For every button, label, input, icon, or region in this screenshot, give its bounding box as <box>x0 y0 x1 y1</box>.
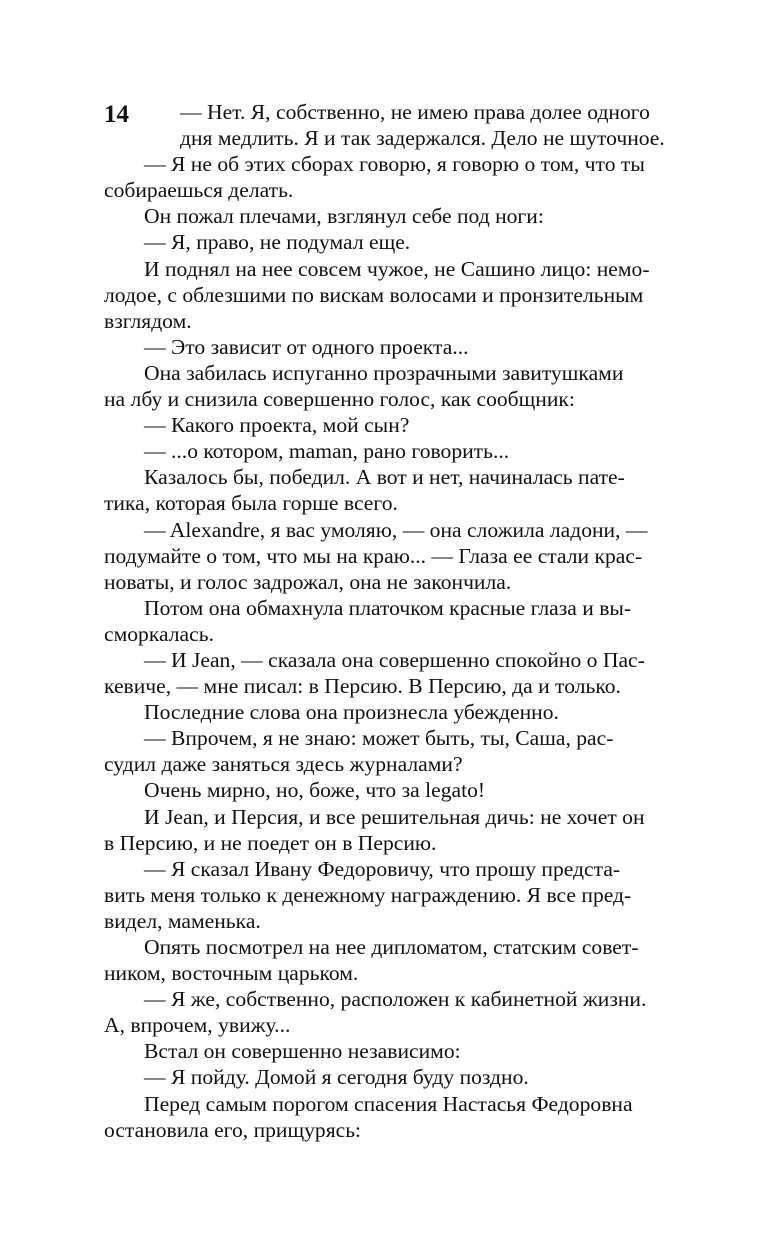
text-line: собираешься делать. <box>104 178 294 203</box>
text-line: лодое, с облезшими по вискам волосами и пронзительным <box>104 282 644 307</box>
text-line: — ...о котором, maman, рано говорить... <box>144 439 510 464</box>
text-line: — Я пойду. Домой я сегодня буду поздно. <box>144 1065 529 1090</box>
text-line: — Я сказал Ивану Федоровичу, что прошу предста- <box>144 856 621 881</box>
text-line: новаты, и голос задрожал, она не закончила. <box>104 569 512 594</box>
text-line: — Я не об этих сборах говорю, я говорю о том, что ты <box>144 152 645 177</box>
text-line: ником, восточным царьком. <box>104 961 359 986</box>
text-line: Опять посмотрел на нее дипломатом, статским совет- <box>144 935 639 959</box>
page-number: 14 <box>104 101 129 128</box>
text-line: И поднял на нее совсем чужое, не Сашино лицо: немо- <box>144 256 650 281</box>
text-line: Последние слова она произнесла убежденно. <box>144 700 559 725</box>
text-line: — И Jean, — сказала она совершенно спокойно о Пас- <box>144 647 645 672</box>
text-line: — Какого проекта, мой сын? <box>144 413 410 438</box>
text-line: Он пожал плечами, взглянул себе под ноги: <box>144 204 544 229</box>
text-line: остановила его, прищурясь: <box>104 1117 362 1142</box>
text-line: судил даже заняться здесь журналами? <box>104 752 463 777</box>
text-line: — Я же, собственно, расположен к кабинетной жизни. <box>144 987 647 1012</box>
text-line: в Персию, и не поедет он в Персию. <box>104 830 437 855</box>
text-line: Перед самым порогом спасения Настасья Федоровна <box>144 1091 633 1116</box>
body-text <box>104 99 678 1143</box>
text-line: кевиче, — мне писал: в Персию. В Персию, да и только. <box>104 674 621 699</box>
text-line: тика, которая была горше всего. <box>104 491 398 516</box>
text-line: Встал он совершенно независимо: <box>144 1039 461 1064</box>
text-line: дня медлить. Я и так задержался. Дело не шуточное. <box>180 126 665 151</box>
text-line: сморкалась. <box>104 621 214 646</box>
text-line: — Это зависит от одного проекта... <box>144 334 469 359</box>
text-line: подумайте о том, что мы на краю... — Глаза ее стали крас- <box>104 543 643 568</box>
text-line: видел, маменька. <box>104 908 261 933</box>
text-line: вить меня только к денежному награждению. Я все пред- <box>104 882 632 907</box>
text-line: на лбу и снизила совершенно голос, как сообщник: <box>104 387 575 412</box>
text-line: А, впрочем, увижу... <box>104 1013 291 1038</box>
text-line: — Впрочем, я не знаю: может быть, ты, Саша, рас- <box>144 726 614 751</box>
text-line: И Jean, и Персия, и все решительная дичь: не хочет он <box>144 804 645 829</box>
text-line: — Нет. Я, собственно, не имею права долее одного <box>180 100 650 124</box>
text-line: Казалось бы, победил. А вот и нет, начиналась пате- <box>144 465 625 490</box>
text-line: взглядом. <box>104 308 192 333</box>
text-line: Она забилась испуганно прозрачными завитушками <box>144 360 624 385</box>
text-line: Потом она обмахнула платочком красные глаза и вы- <box>144 595 632 620</box>
text-line: — Alexandre, я вас умоляю, — она сложила ладони, — <box>144 517 648 542</box>
text-line: Очень мирно, но, боже, что за legato! <box>144 778 486 803</box>
text-line: — Я, право, не подумал еще. <box>144 230 411 255</box>
